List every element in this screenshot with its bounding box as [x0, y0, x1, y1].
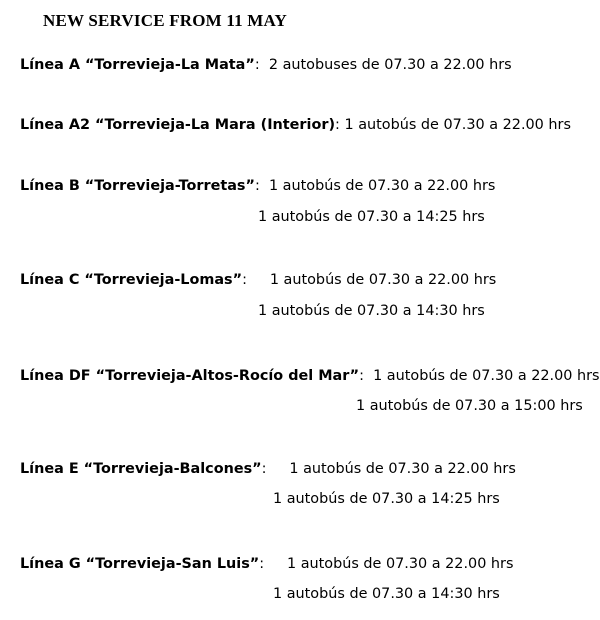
line-a-name: Línea A “Torrevieja-La Mata”	[20, 57, 255, 73]
line-e-schedule: 1 autobús de 07.30 a 22.00 hrs	[289, 461, 516, 477]
line-b-row	[20, 178, 495, 194]
line-a-separator: :	[254, 57, 269, 73]
line-e-separator: :	[261, 461, 290, 477]
line-a2-schedule: 1 autobús de 07.30 a 22.00 hrs	[344, 117, 571, 133]
line-a2-row	[20, 117, 571, 133]
line-df-schedule: 1 autobús de 07.30 a 22.00 hrs	[373, 368, 600, 384]
line-b-schedule-2: 1 autobús de 07.30 a 14:25 hrs	[258, 209, 485, 225]
page-title: NEW SERVICE FROM 11 MAY	[43, 11, 287, 30]
line-a2-name: Línea A2 “Torrevieja-La Mara (Interior)	[20, 117, 336, 133]
line-c-row	[20, 272, 496, 288]
line-df-name: Línea DF “Torrevieja-Altos-Rocío del Mar”	[20, 368, 360, 384]
line-g-schedule: 1 autobús de 07.30 a 22.00 hrs	[286, 556, 514, 572]
line-e-schedule-2: 1 autobús de 07.30 a 14:25 hrs	[273, 491, 500, 507]
line-c-schedule-2: 1 autobús de 07.30 a 14:30 hrs	[258, 303, 485, 319]
line-g-separator: :	[259, 556, 287, 572]
line-g-name: Línea G “Torrevieja-San Luis”	[20, 556, 260, 572]
line-c-schedule: 1 autobús de 07.30 a 22.00 hrs	[269, 272, 497, 288]
line-c-name: Línea C “Torrevieja-Lomas”	[20, 272, 243, 288]
line-b-schedule: 1 autobús de 07.30 a 22.00 hrs	[268, 178, 496, 194]
line-g-row	[20, 556, 513, 572]
line-e-row	[20, 461, 516, 477]
line-a2-separator: :	[335, 117, 345, 133]
line-a-schedule: 2 autobuses de 07.30 a 22.00 hrs	[268, 57, 512, 73]
line-b-name: Línea B “Torrevieja-Torretas”	[20, 178, 255, 194]
line-a-row	[20, 57, 512, 73]
line-g-schedule-2: 1 autobús de 07.30 a 14:30 hrs	[273, 586, 500, 602]
line-df-separator: :	[359, 368, 374, 384]
line-df-row	[20, 368, 600, 384]
line-e-name: Línea E “Torrevieja-Balcones”	[20, 461, 262, 477]
line-c-separator: :	[242, 272, 270, 288]
line-df-schedule-2: 1 autobús de 07.30 a 15:00 hrs	[356, 398, 583, 414]
line-b-separator: :	[254, 178, 269, 194]
